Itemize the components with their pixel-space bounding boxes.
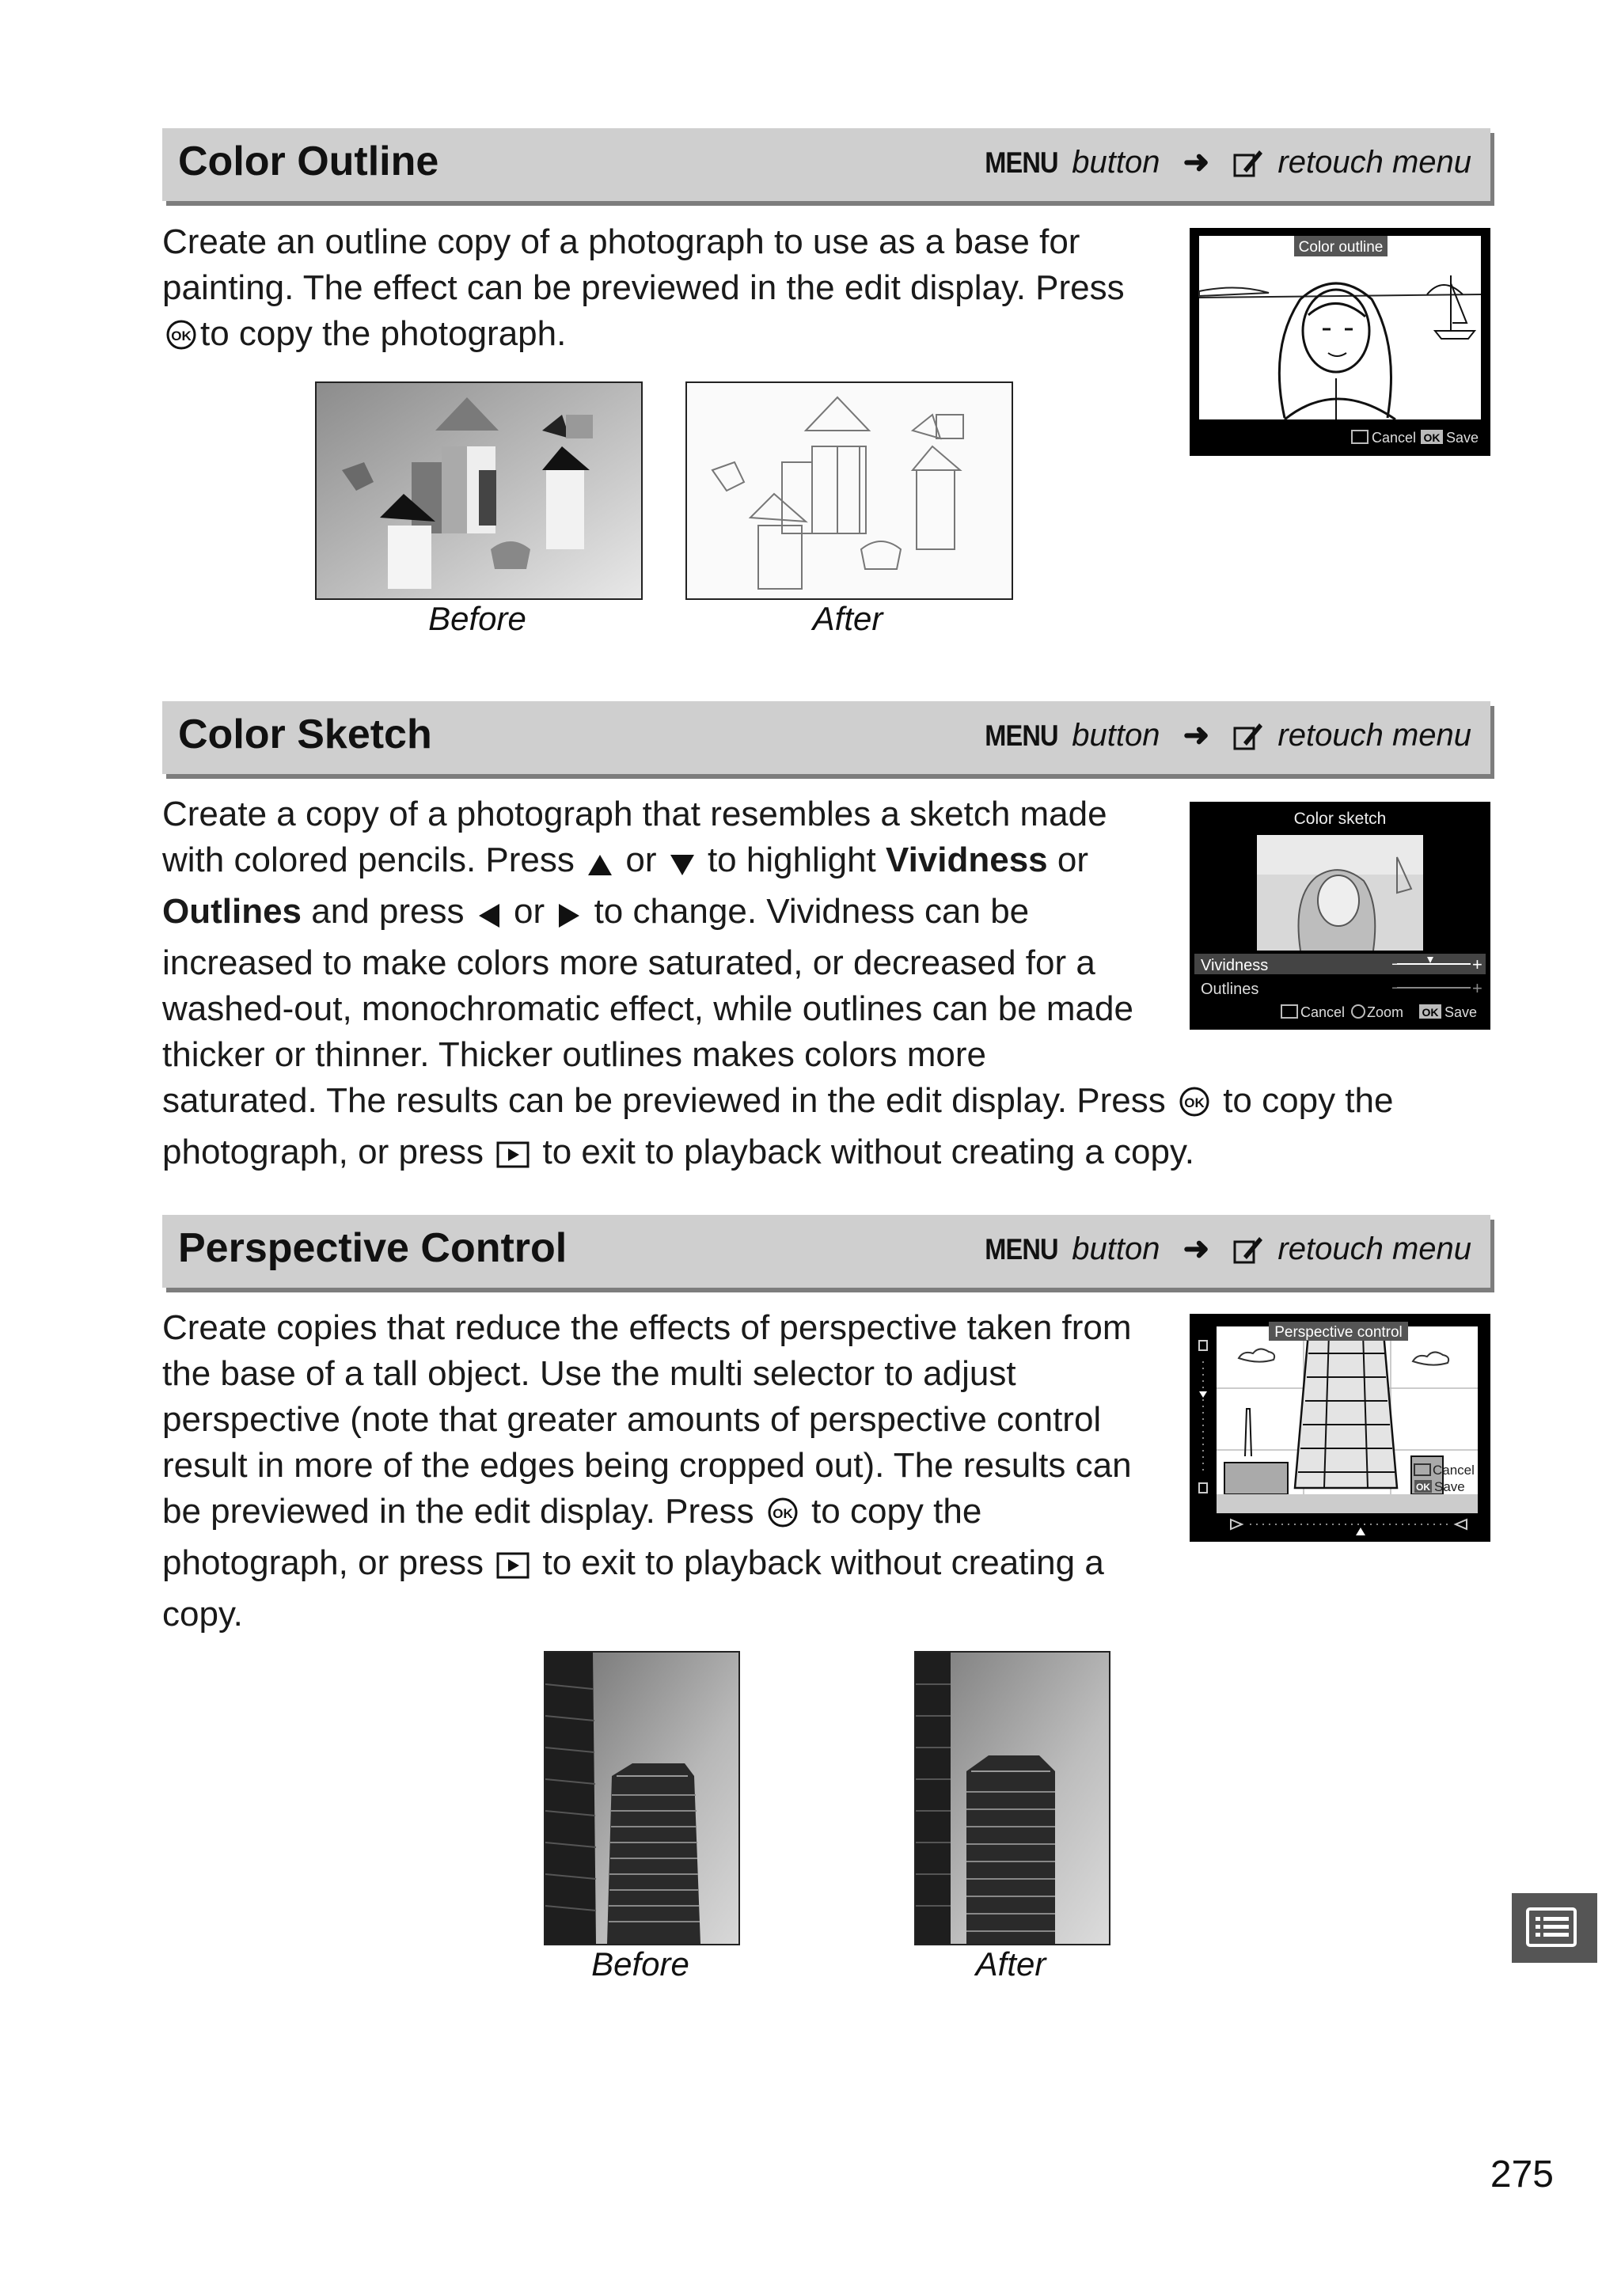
- svg-text:Save: Save: [1444, 1004, 1478, 1020]
- retouch-menu-icon: [1232, 147, 1264, 187]
- caption-after: After: [975, 1945, 1046, 1983]
- svg-text:OK: OK: [1423, 431, 1441, 444]
- playback-button-icon: [496, 1135, 530, 1181]
- svg-text:Save: Save: [1434, 1479, 1465, 1494]
- caption-before: Before: [428, 600, 526, 637]
- arrow-right-icon: ➜: [1183, 1231, 1210, 1266]
- right-arrow-icon: [557, 894, 581, 940]
- after-photo-tower: [914, 1651, 1110, 1945]
- arrow-right-icon: ➜: [1183, 718, 1210, 753]
- left-arrow-icon: [477, 894, 501, 940]
- caption-after: After: [812, 600, 883, 637]
- svg-text:−: −: [1391, 980, 1401, 997]
- menu-path: MENU button ➜ retouch menu: [980, 717, 1471, 760]
- svg-text:Zoom: Zoom: [1367, 1004, 1404, 1020]
- section-header-perspective-control: [162, 1215, 1490, 1288]
- vividness-row-label: Vividness: [1201, 957, 1269, 974]
- menu-list-icon: [1512, 1893, 1597, 1963]
- before-photo-blocks: [315, 381, 643, 600]
- before-photo-tower: [544, 1651, 740, 1945]
- svg-text:Cancel: Cancel: [1300, 1004, 1346, 1020]
- svg-text:OK: OK: [773, 1506, 793, 1521]
- color-outline-screen: [1190, 228, 1490, 456]
- svg-text:+: +: [1472, 954, 1482, 974]
- outlines-row-label: Outlines: [1201, 981, 1259, 998]
- section-header-color-outline: [162, 128, 1490, 201]
- arrow-right-icon: ➜: [1183, 145, 1210, 180]
- menu-path: MENU button ➜ retouch menu: [980, 1231, 1471, 1273]
- screen-title: Perspective control: [1274, 1324, 1403, 1341]
- down-arrow-icon: [670, 843, 695, 889]
- section-title: Color Outline: [178, 139, 439, 184]
- color-sketch-screen: [1190, 802, 1490, 1030]
- page-number: 275: [1490, 2154, 1554, 2195]
- ok-button-icon: [165, 317, 197, 362]
- svg-text:OK: OK: [1416, 1482, 1430, 1493]
- caption-before: Before: [591, 1945, 689, 1983]
- ok-button-icon: [767, 1494, 799, 1540]
- screen-save-label: Save: [1446, 430, 1479, 446]
- svg-text:OK: OK: [171, 328, 192, 343]
- retouch-menu-icon: [1232, 720, 1264, 760]
- svg-text:OK: OK: [1184, 1095, 1205, 1110]
- after-photo-blocks: [685, 381, 1013, 600]
- side-tab-menu-guide[interactable]: [1512, 1893, 1597, 1963]
- svg-text:−: −: [1391, 956, 1401, 973]
- up-arrow-icon: [587, 843, 613, 889]
- section-header-color-sketch: [162, 701, 1490, 774]
- ok-button-icon: [1179, 1083, 1210, 1129]
- perspective-control-screen: [1190, 1314, 1490, 1542]
- menu-path: MENU button ➜ retouch menu: [980, 144, 1471, 187]
- screen-title: Color outline: [1298, 239, 1384, 256]
- perspective-control-description: Create copies that reduce the effects of perspective taken from the base of a tall object. Use the multi selector to adjust perspective (note that greater amounts of perspective control result in more of the edges being cropped out). The results can be previewed in the edit display. Press OK to copy the photograph, or press to exit to playback without creating a copy.: [162, 1308, 1132, 1634]
- svg-text:+: +: [1472, 978, 1482, 998]
- section-title: Color Sketch: [178, 712, 432, 757]
- playback-button-icon: [496, 1546, 530, 1592]
- retouch-menu-icon: [1232, 1234, 1264, 1273]
- svg-text:Cancel: Cancel: [1433, 1463, 1475, 1478]
- color-sketch-description: Create a copy of a photograph that resembles a sketch made with colored pencils. Press or to highlight Vividness or Outlines and press or to change. Vividness can be increased to make colors more saturated, or decreased for a washed-out, monochromatic effect, while outlines can be made thicker or thinner. Thicker outlines makes colors more saturated. The results can be previewed in the edit display. Press OK to copy the photograph, or press to exit to playback without creating a copy.: [162, 791, 1492, 1181]
- color-outline-description: Create an outline copy of a photograph to use as a base for painting. The effect can be previewed in the edit display. Press OK to copy the photograph.: [162, 219, 1191, 362]
- screen-title: Color sketch: [1293, 810, 1387, 828]
- section-title: Perspective Control: [178, 1225, 568, 1271]
- screen-cancel-label: Cancel: [1372, 430, 1417, 446]
- svg-text:OK: OK: [1422, 1006, 1439, 1019]
